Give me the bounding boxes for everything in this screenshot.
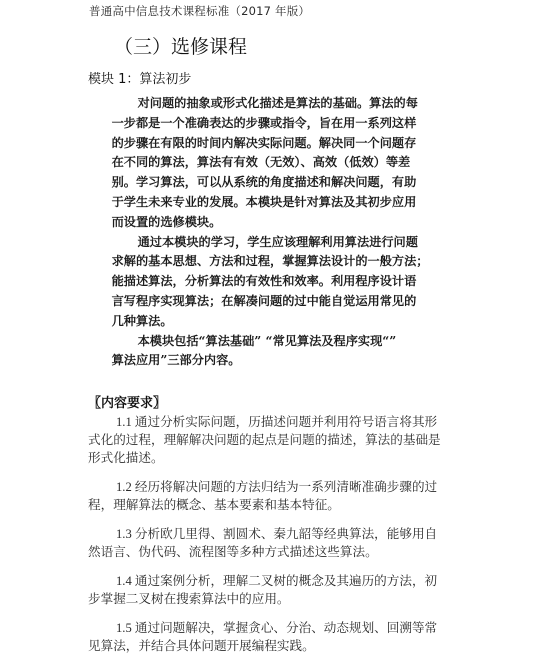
text-line: 而设置的选修模块。 <box>111 214 222 229</box>
text-line: 通过本模块的学习，学生应该理解利用算法进行问题 <box>137 234 418 249</box>
text-line: 1.5 通过问题解决，掌握贪心、分治、动态规划、回溯等常 <box>116 621 438 635</box>
intro-paragraph <box>86 233 470 332</box>
intro-paragraph <box>86 332 470 372</box>
requirement-item <box>88 413 480 467</box>
text-line: 1.4 通过案例分析，理解二叉树的概念及其遍历的方法，初 <box>116 574 438 588</box>
requirement-item <box>88 619 480 655</box>
requirement-item <box>88 572 480 608</box>
requirement-item <box>88 478 480 514</box>
text-line: 的步骤在有限的时间内解决实际问题。解决同一个问题存 <box>111 135 417 150</box>
requirements-heading: 〖内容要求〗 <box>88 396 167 411</box>
text-line: 程，理解算法的概念、基本要素和基本特征。 <box>88 498 340 512</box>
text-line: 在不同的算法，算法有有效（无效）、高效（低效）等差 <box>111 155 411 170</box>
text-line: 然语言、伪代码、流程图等多种方式描述这些算法。 <box>88 545 378 559</box>
text-line: 式化的过程，理解解决问题的起点是问题的描述，算法的基础是 <box>88 433 441 447</box>
text-line: 1.2 经历将解决问题的方法归结为一系列清晰准确步骤的过 <box>116 480 438 494</box>
text-line: 言写程序实现算法；在解凑问题的过中能自觉运用常见的 <box>111 293 417 308</box>
running-header: 普通高中信息技术课程标准（2017 年版） <box>89 4 311 18</box>
text-line: 求解的基本思想、方法和过程，掌握算法设计的一般方法； <box>111 254 429 269</box>
module-title: 模块 1：算法初步 <box>88 72 192 87</box>
section-title: （三）选修课程 <box>114 36 248 58</box>
text-line: 形式化描述。 <box>88 451 164 465</box>
text-line: 步掌握二叉树在搜索算法中的应用。 <box>88 592 290 606</box>
intro-text <box>86 94 470 371</box>
text-line: 1.1 通过分析实际问题，历描述问题并利用符号语言将其形 <box>116 415 438 429</box>
text-line: 于学生未来专业的发展。本模块是针对算法及其初步应用 <box>111 194 417 209</box>
text-line: 对问题的抽象或形式化描述是算法的基础。算法的每 <box>137 96 418 110</box>
text-line: 本模块包括“算法基础” “常见算法及程序实现“” <box>137 333 397 348</box>
text-line: 几种算法。 <box>111 313 173 328</box>
intro-paragraph <box>86 94 470 233</box>
requirements-list <box>88 413 480 666</box>
text-line: 1.3 分析欧几里得、割圆术、秦九韶等经典算法，能够用自 <box>116 527 438 541</box>
text-line: 能描述算法，分析算法的有效性和效率。利用程序设计语 <box>111 274 417 289</box>
text-line: 见算法，并结合具体问题开展编程实践。 <box>88 639 315 653</box>
text-line: 算法应用”三部分内容。 <box>111 353 241 368</box>
requirement-item <box>88 525 480 561</box>
text-line: 别。学习算法，可以从系统的角度描述和解决问题，有助 <box>111 175 417 190</box>
text-line: 一步都是一个准确表达的步骤或指令，旨在用一系列这样 <box>111 115 417 130</box>
